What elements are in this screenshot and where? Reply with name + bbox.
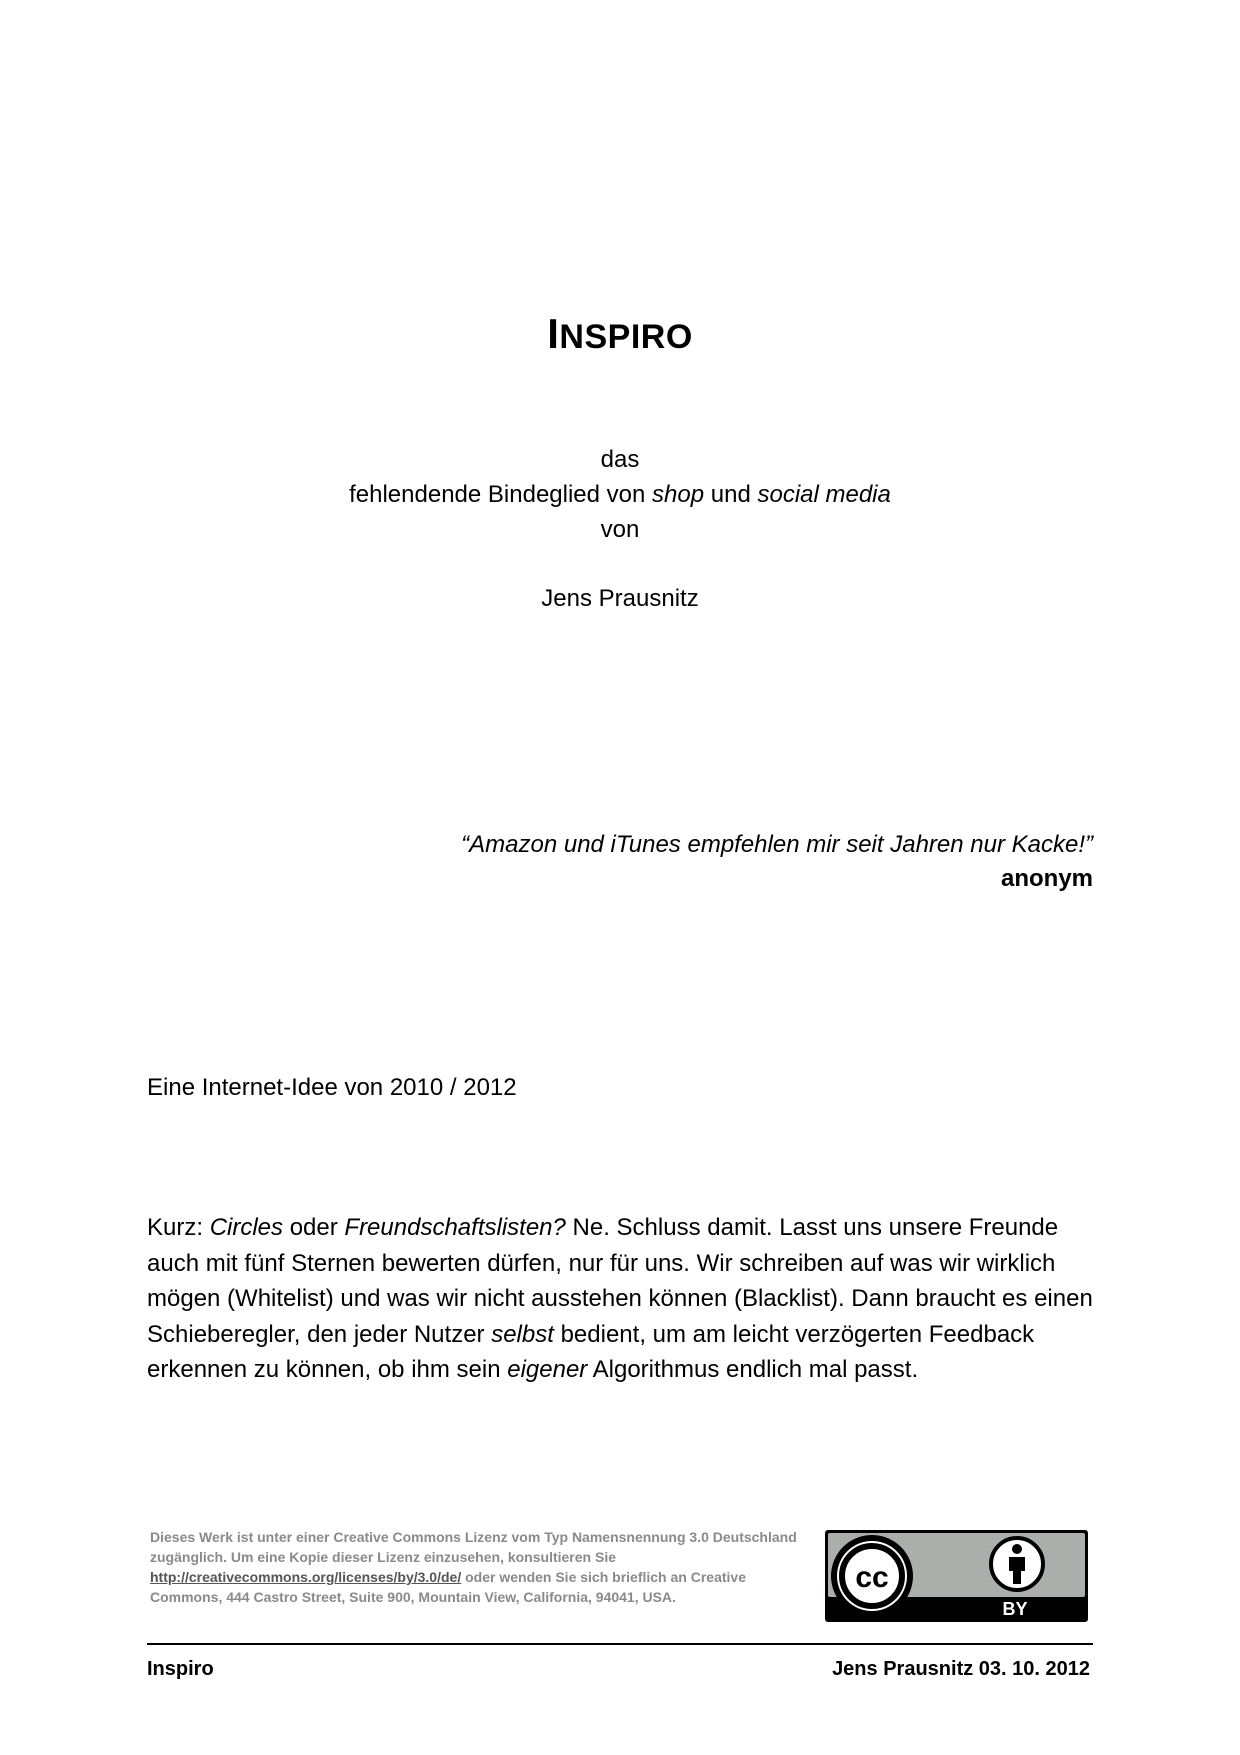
subtitle-social-media: social media xyxy=(757,481,891,508)
title-rest: NSPIRO xyxy=(559,318,693,356)
cc-by-badge[interactable] xyxy=(825,1530,1088,1622)
summary-text: Algorithmus endlich mal passt. xyxy=(587,1356,919,1383)
subtitle-line-2 xyxy=(0,477,1240,512)
idea-line: Eine Internet-Idee von 2010 / 2012 xyxy=(147,1074,517,1101)
summary-paragraph xyxy=(147,1210,1097,1388)
quote-text: “Amazon und iTunes empfehlen mir seit Jahren nur Kacke!” xyxy=(461,831,1093,858)
attribution-person-icon xyxy=(989,1536,1045,1592)
summary-emphasis: Circles xyxy=(209,1214,284,1241)
author-name: Jens Prausnitz xyxy=(541,585,699,612)
summary-emphasis: eigener xyxy=(507,1356,588,1383)
license-notice xyxy=(150,1527,810,1607)
footer-title: Inspiro xyxy=(147,1658,214,1680)
title-initial: I xyxy=(547,310,560,357)
summary-text: Kurz: xyxy=(147,1214,210,1241)
epigraph xyxy=(461,828,1093,896)
document-title xyxy=(0,310,1240,358)
subtitle-shop: shop xyxy=(652,481,705,508)
subtitle-text: und xyxy=(704,481,758,508)
summary-text: bedient, um am leicht verzögerten Feedback erkennen zu können, ob ihm sein xyxy=(147,1320,1035,1383)
license-link[interactable]: http://creativecommons.org/licenses/by/3.0/de/ xyxy=(150,1569,462,1585)
license-text: oder wenden Sie sich brieflich an Creative Commons, 444 Castro Street, Suite 900, Mountain View, California, 94041, USA. xyxy=(150,1569,746,1605)
footer-divider xyxy=(147,1643,1093,1645)
summary-text: oder xyxy=(283,1214,345,1241)
by-label: BY xyxy=(1002,1599,1028,1619)
subtitle-text: fehlendende Bindeglied von xyxy=(349,481,653,508)
license-text: Dieses Werk ist unter einer Creative Commons Lizenz vom Typ Namensnennung 3.0 Deutschland zugänglich. Um eine Kopie dieser Lizenz einzusehen, konsultieren Sie xyxy=(150,1529,797,1565)
cc-logo-text: cc xyxy=(855,1561,889,1594)
cc-logo-icon xyxy=(827,1531,917,1621)
summary-emphasis: selbst xyxy=(491,1320,554,1348)
subtitle xyxy=(0,442,1240,547)
summary-text: Ne. Schluss damit. Lasst uns unsere Freunde auch mit fünf Sternen bewerten dürfen, nur für uns. Wir schreiben auf was wir wirklich mögen (Whitelist) und was wir nicht ausstehen können (Blacklist). Dann braucht es einen Schieberegler, den jeder Nutzer xyxy=(147,1214,1093,1348)
footer-author-date: Jens Prausnitz 03. 10. 2012 xyxy=(832,1658,1090,1680)
quote-attribution: anonym xyxy=(1000,865,1093,892)
subtitle-line-1: das xyxy=(600,446,640,473)
summary-emphasis: Freundschaftslisten? xyxy=(344,1214,566,1241)
subtitle-line-3: von xyxy=(600,516,640,543)
